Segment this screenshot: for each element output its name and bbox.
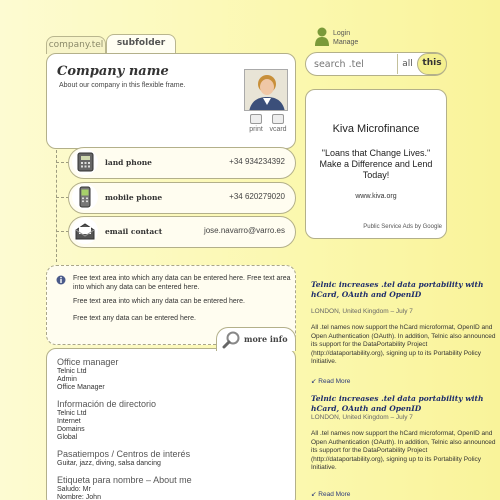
company-card [46,53,296,149]
vcard-icon [272,114,284,124]
login-link[interactable]: Login [333,30,351,37]
section-line: Internet [57,418,81,425]
section-line: Domains [57,426,85,433]
manage-link[interactable]: Manage [333,39,359,46]
more-info-label: more info [244,334,288,344]
read-more-link[interactable] [311,377,350,385]
contact-row-email[interactable] [68,216,296,248]
company-name: Company name [57,64,169,79]
info-icon [56,275,66,285]
ad-title[interactable]: Kiva Microfinance [332,123,420,135]
section-line: Guitar, jazz, diving, salsa dancing [57,460,161,467]
contact-label: mobile phone [105,193,163,202]
more-info-panel [46,348,296,500]
section-line: Telnic Ltd [57,368,87,375]
email-icon [72,218,98,244]
section-heading: Pasatiempos / Centros de interés [57,449,191,459]
free-text-paragraph: Free text area into which any data can be entered here. [73,298,245,305]
vcard-button[interactable] [267,114,289,133]
news-meta: LONDON, United Kingdom – July 7 [311,414,413,421]
print-button[interactable] [245,114,267,133]
section-line: Nombre: John [57,494,101,500]
ad-footer[interactable]: Public Service Ads by Google [363,224,442,230]
section-line: Global [57,434,78,441]
ad-panel [305,89,447,239]
search-scope-all[interactable]: all [397,54,417,74]
ad-url[interactable]: www.kiva.org [355,193,397,200]
arrow-icon: ↙ [311,378,319,385]
user-icon [314,26,330,46]
news-body: All .tel names now support the hCard microformat, OpenID and Open Authentication (OAuth). In addition, Telnic also announced its support for the DataPortability Project (http://dataportability.org), signing up to its Portability Policy Initiative. [311,430,496,471]
print-label: print [249,126,263,133]
free-text-paragraph: Free text area into which any data can be entered here. Free text area into which any data can be entered here. [73,275,291,291]
section-line: Telnic Ltd [57,410,87,417]
tab-company-tel[interactable]: company.tel [46,36,106,54]
section-line: Admin [57,376,77,383]
profile-photo [244,69,288,111]
section-heading: Etiqueta para nombre – About me [57,475,192,485]
mobile-phone-icon [72,184,98,210]
vcard-label: vcard [269,126,287,133]
news-title[interactable]: Telnic increases .tel data portability with hCard, OAuth and OpenID [311,280,484,299]
company-about: About our company in this flexible frame. [59,82,186,89]
section-line: Office Manager [57,384,105,391]
print-icon [250,114,262,124]
login-links [333,29,358,47]
section-line: Saludo: Mr [57,486,91,493]
search-input[interactable] [314,57,394,72]
contact-row-land-phone[interactable] [68,147,296,179]
read-more-label: Read More [318,491,351,498]
news-meta: LONDON, United Kingdom – July 7 [311,308,413,315]
contact-label: email contact [105,227,163,236]
contact-row-mobile-phone[interactable] [68,182,296,214]
ad-body: "Loans that Change Lives." Make a Difference and Lend Today! [319,148,433,180]
section-heading: Información de directorio [57,399,157,409]
phone-icon [72,149,98,175]
connector-line [56,150,57,262]
search-scope-this[interactable]: this [417,53,447,75]
contact-label: land phone [105,158,152,167]
tab-subfolder[interactable]: subfolder [106,34,176,56]
more-info-toggle[interactable] [216,327,296,351]
news-body: All .tel names now support the hCard microformat, OpenID and Open Authentication (OAuth). In addition, Telnic also announced its support for the DataPortability Project (http://dataportability.org), signing up to its Portability Policy Initiative. [311,324,496,365]
read-more-link[interactable] [311,490,350,498]
contact-value: jose.navarro@varro.es [203,226,285,235]
arrow-icon: ↙ [311,491,319,498]
read-more-label: Read More [318,378,351,385]
magnifier-icon [222,331,242,349]
news-title[interactable]: Telnic increases .tel data portability with hCard, OAuth and OpenID [311,394,484,413]
section-heading: Office manager [57,357,119,367]
contact-value: +34 934234392 [229,157,285,166]
contact-value: +34 620279020 [229,192,285,201]
free-text-paragraph: Free text any data can be entered here. [73,315,196,322]
